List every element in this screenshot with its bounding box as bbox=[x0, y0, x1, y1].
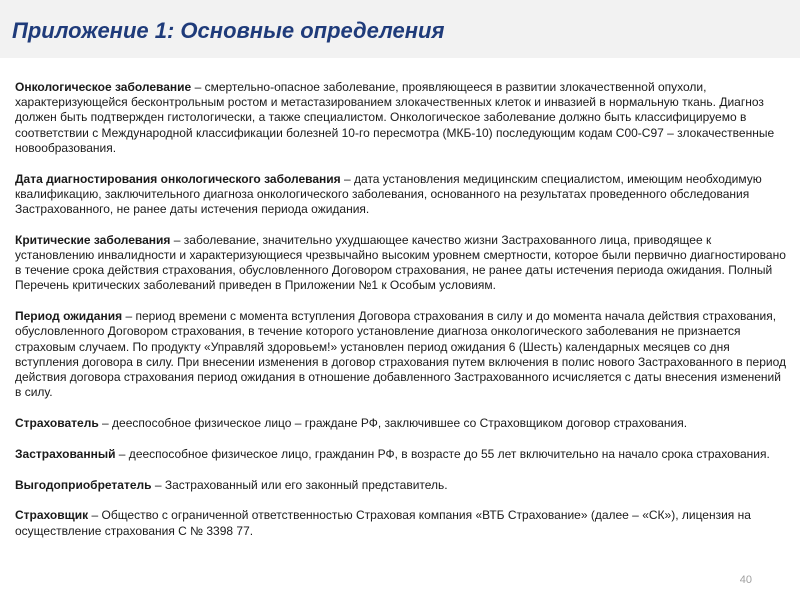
definition-text: – заболевание, значительно ухудшающее качество жизни Застрахованного лица, приводящее к установлению инвалидности и характеризующиеся чрезвычайно высоким уровнем смертности, которое были первично диагностировано в течение срока действия страхования, обусловленного Договором страхования, не ранее даты истечения периода ожидания. Полный Перечень критических заболеваний приведен в Приложении №1 к Особым условиям. bbox=[15, 232, 786, 293]
page-title: Приложение 1: Основные определения bbox=[12, 18, 445, 43]
definition-oncology bbox=[15, 80, 790, 156]
definition-waiting-period bbox=[15, 309, 790, 400]
definition-term: Страховщик bbox=[15, 508, 89, 523]
definition-diagnosis-date bbox=[15, 172, 790, 218]
definition-text: – дееспособное физическое лицо, гражданин РФ, в возрасте до 55 лет включительно на начало срока страхования. bbox=[115, 446, 770, 461]
definition-text: – Застрахованный или его законный представитель. bbox=[151, 477, 448, 492]
definition-term: Критические заболевания bbox=[15, 232, 171, 247]
definition-text: – Общество с ограниченной ответственностью Страховая компания «ВТБ Страхование» (далее – «СК»), лицензия на осуществление страхования С № 3398 77. bbox=[15, 508, 751, 538]
definition-insured bbox=[15, 447, 790, 462]
definitions-list bbox=[15, 80, 790, 554]
definition-text: – дееспособное физическое лицо – граждане РФ, заключившее со Страховщиком договор страхования. bbox=[98, 416, 688, 431]
definition-text: – период времени с момента вступления Договора страхования в силу и до момента начала действия страхования, обусловленного Договором страхования, в течение которого установление диагноза онкологического заболевания не признается страховым случаем. По продукту «Управляй здоровьем!» установлен период ожидания 6 (Шесть) календарных месяцев со дня вступления договора в силу. При внесении изменения в договор страхования путем включения в полис нового Застрахованного в период действия договора страхования период ожидания в отношение добавленного Застрахованного исчисляется с даты внесения изменений в силу. bbox=[15, 309, 786, 400]
definition-term: Онкологическое заболевание bbox=[15, 80, 192, 94]
definition-text: – дата установления медицинским специалистом, имеющим необходимую квалификацию, заключительного диагноза онкологического заболевания, основанного на результатах проведенного обследования Застрахованного, не ранее даты истечения периода ожидания. bbox=[15, 171, 762, 217]
definition-term: Застрахованный bbox=[15, 446, 116, 461]
definition-term: Выгодоприобретатель bbox=[15, 477, 152, 492]
header-band bbox=[0, 0, 800, 58]
definition-term: Страхователь bbox=[15, 416, 99, 431]
page-number: 40 bbox=[739, 574, 752, 586]
definition-beneficiary bbox=[15, 478, 790, 493]
definition-text: – смертельно-опасное заболевание, проявляющееся в развитии злокачественной опухоли, характеризующейся бесконтрольным ростом и метастазированием злокачественных клеток и инвазией в нормальную ткань. Диагноз должен быть подтвержден гистологически, а также специалистом. Онкологическое заболевание должно быть классифицируемо в соответствии с Международной классификации болезней 10-го пересмотра (МКБ-10) последующим кодам С00-С97 – злокачественные новообразования. bbox=[15, 80, 775, 155]
definition-critical-illness bbox=[15, 233, 790, 294]
definition-insurer bbox=[15, 508, 790, 538]
definition-term: Дата диагностирования онкологического заболевания bbox=[15, 171, 341, 186]
definition-term: Период ожидания bbox=[15, 309, 123, 324]
definition-policyholder bbox=[15, 416, 790, 431]
